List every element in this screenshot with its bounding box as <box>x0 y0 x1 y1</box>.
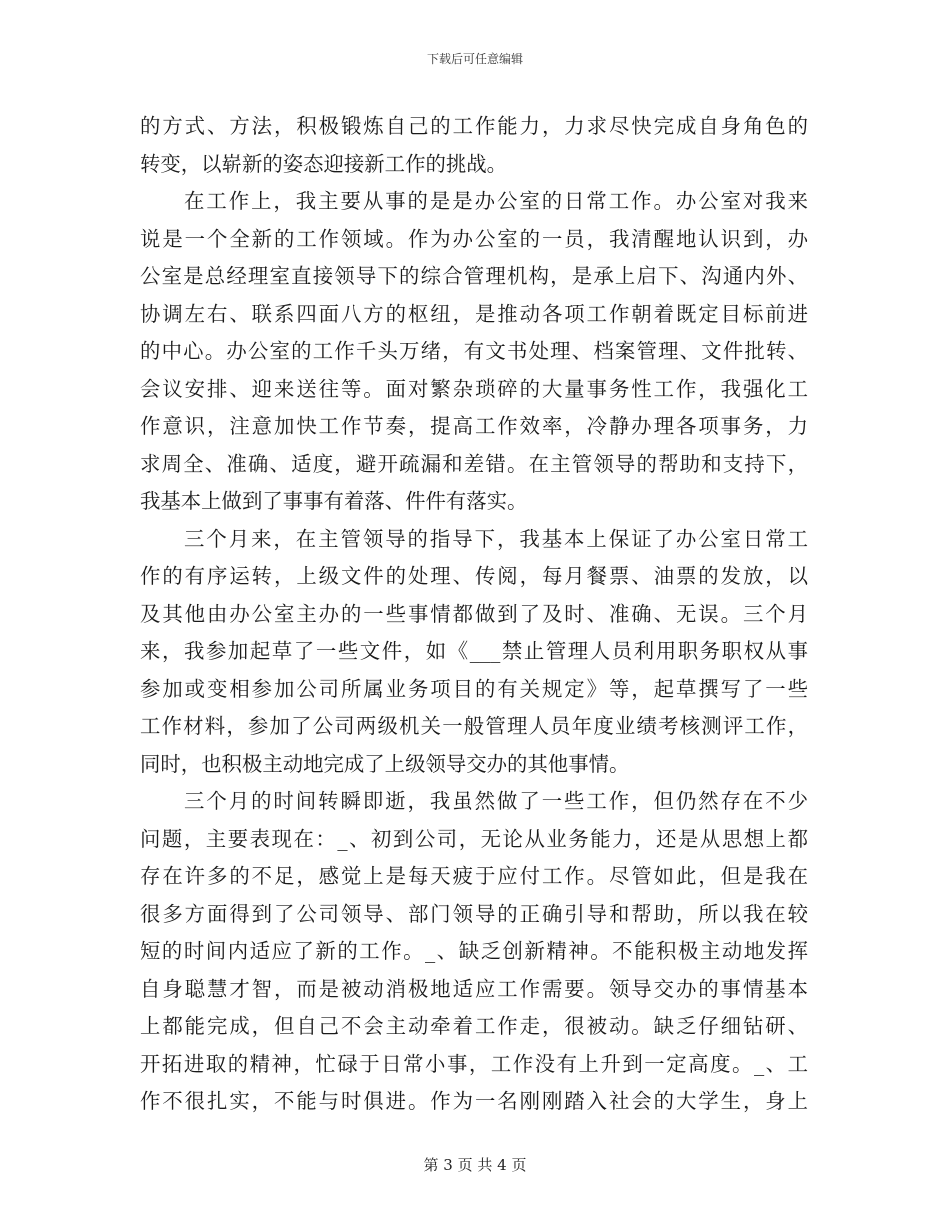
text-line: 工作材料，参加了公司两级机关一般管理人员年度业绩考核测评工作， <box>140 714 808 738</box>
text-line: 作意识，注意加快工作节奏，提高工作效率，冷静办理各项事务，力 <box>140 414 808 438</box>
text-line: 上都能完成，但自己不会主动牵着工作走，很被动。缺乏仔细钻研、 <box>140 1014 808 1038</box>
text-line: 自身聪慧才智，而是被动消极地适应工作需要。领导交办的事情基本 <box>140 976 808 1001</box>
page-header: 下载后可任意编辑 <box>426 52 523 66</box>
text-line: 开拓进取的精神，忙碌于日常小事，工作没有上升到一定高度。_、工 <box>140 1051 808 1076</box>
paragraph <box>140 108 808 183</box>
page-number-footer: 第 3 页 共 4 页 <box>423 1156 527 1174</box>
text-line: 问题，主要表现在：_、初到公司，无论从业务能力，还是从思想上都 <box>140 826 808 851</box>
text-line: 公室是总经理室直接领导下的综合管理机构，是承上启下、沟通内外、 <box>140 264 808 288</box>
text-line: 说是一个全新的工作领域。作为办公室的一员，我清醒地认识到，办 <box>140 226 808 251</box>
text-line: 转变，以崭新的姿态迎接新工作的挑战。 <box>140 151 508 176</box>
text-line: 三个月来，在主管领导的指导下，我基本上保证了办公室日常工 <box>184 526 808 551</box>
text-line: 同时，也积极主动地完成了上级领导交办的其他事情。 <box>140 751 630 776</box>
text-line: 存在许多的不足，感觉上是每天疲于应付工作。尽管如此，但是我在 <box>140 864 808 888</box>
paragraph <box>140 783 808 1121</box>
text-line: 在工作上，我主要从事的是是办公室的日常工作。办公室对我来 <box>184 189 808 213</box>
text-line: 的方式、方法，积极锻炼自己的工作能力，力求尽快完成自身角色的 <box>140 114 808 138</box>
text-line: 参加或变相参加公司所属业务项目的有关规定》等，起草撰写了一些 <box>140 676 808 701</box>
paragraph <box>140 521 808 784</box>
text-line: 我基本上做到了事事有着落、件件有落实。 <box>140 489 528 513</box>
text-line: 求周全、准确、适度，避开疏漏和差错。在主管领导的帮助和支持下， <box>140 451 808 476</box>
text-line: 会议安排、迎来送往等。面对繁杂琐碎的大量事务性工作，我强化工 <box>140 376 808 401</box>
text-line: 作不很扎实，不能与时俱进。作为一名刚刚踏入社会的大学生，身上 <box>140 1089 808 1113</box>
paragraph <box>140 183 808 521</box>
text-line: 很多方面得到了公司领导、部门领导的正确引导和帮助，所以我在较 <box>140 901 808 926</box>
text-line: 的中心。办公室的工作千头万绪，有文书处理、档案管理、文件批转、 <box>140 339 808 363</box>
document-body <box>140 108 808 1121</box>
text-line: 作的有序运转，上级文件的处理、传阅，每月餐票、油票的发放，以 <box>140 564 808 588</box>
text-line: 短的时间内适应了新的工作。_、缺乏创新精神。不能积极主动地发挥 <box>140 939 808 963</box>
text-line: 及其他由办公室主办的一些事情都做到了及时、准确、无误。三个月 <box>140 601 808 626</box>
text-line: 来，我参加起草了一些文件，如《___禁止管理人员利用职务职权从事 <box>140 639 808 663</box>
text-line: 协调左右、联系四面八方的枢纽，是推动各项工作朝着既定目标前进 <box>140 301 808 326</box>
text-line: 三个月的时间转瞬即逝，我虽然做了一些工作，但仍然存在不少 <box>184 789 808 813</box>
